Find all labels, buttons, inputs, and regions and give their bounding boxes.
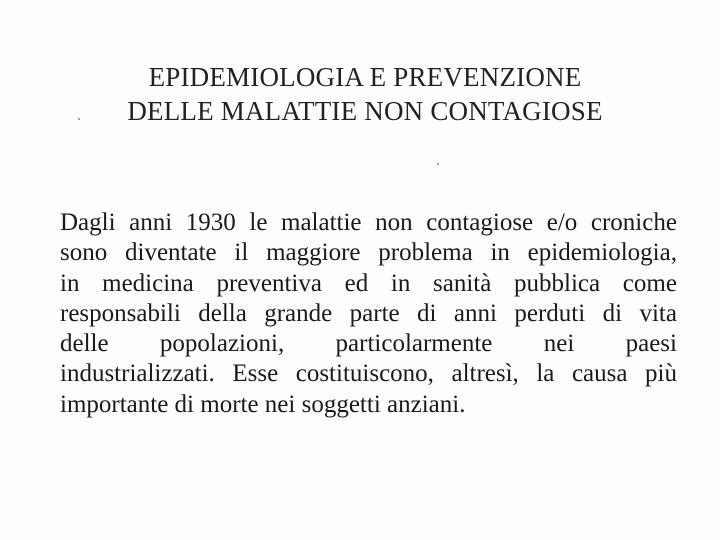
word: ed [344, 269, 369, 297]
paragraph-line-6 [60, 359, 677, 389]
word: preventiva [216, 269, 322, 297]
paragraph-line-2 [60, 238, 677, 268]
word: di [602, 299, 623, 327]
word: pubblica [514, 269, 601, 297]
word: in [60, 269, 80, 297]
word: sanità [433, 269, 492, 297]
body-paragraph [60, 208, 677, 420]
word: epidemiologia, [527, 239, 677, 267]
paragraph-line-1 [60, 208, 677, 238]
word: anni [129, 209, 173, 236]
word: popolazioni, [159, 330, 285, 358]
word: la [536, 360, 555, 388]
word: croniche [590, 209, 677, 236]
word: grande [264, 299, 333, 327]
word: maggiore [266, 239, 361, 267]
word: responsabili [60, 299, 181, 327]
word: problema [378, 239, 473, 267]
word: vita [639, 299, 677, 327]
word: paesi [625, 330, 677, 358]
word: diventate [125, 239, 217, 267]
word: in [490, 239, 510, 267]
word: le [249, 209, 268, 236]
word: più [645, 360, 677, 388]
paragraph-line-5 [60, 329, 677, 359]
page-title [0, 60, 720, 128]
word: come [622, 269, 677, 297]
word: anni [453, 299, 497, 327]
scan-speck [78, 118, 80, 120]
word: industrializzati. [60, 360, 215, 388]
word: perduti [514, 299, 586, 327]
word: il [234, 239, 249, 267]
word: costituiscono, [295, 360, 434, 388]
word: causa [571, 360, 628, 388]
title-line-1: EPIDEMIOLOGIA E PREVENZIONE [148, 62, 582, 92]
word: malattie [281, 209, 362, 236]
word: della [198, 299, 247, 327]
word: Esse [232, 360, 279, 388]
word: non [375, 209, 413, 236]
word: parte [349, 299, 400, 327]
word: altresì, [451, 360, 519, 388]
word: 1930 [185, 209, 236, 236]
paragraph-line-4 [60, 299, 677, 329]
word: e/o [546, 209, 578, 236]
scan-speck [437, 163, 439, 165]
word: di [417, 299, 437, 327]
paragraph-line-3 [60, 269, 677, 299]
title-line-2: DELLE MALATTIE NON CONTAGIOSE [127, 96, 603, 126]
word: in [390, 269, 411, 297]
word: nei [543, 330, 575, 358]
word: Dagli [60, 209, 116, 236]
word: delle [60, 330, 109, 358]
word: sono [60, 239, 108, 267]
word: contagiose [426, 209, 534, 236]
word: particolarmente [335, 330, 493, 358]
paragraph-line-7: importante di morte nei soggetti anziani. [60, 390, 466, 418]
word: medicina [102, 269, 194, 297]
